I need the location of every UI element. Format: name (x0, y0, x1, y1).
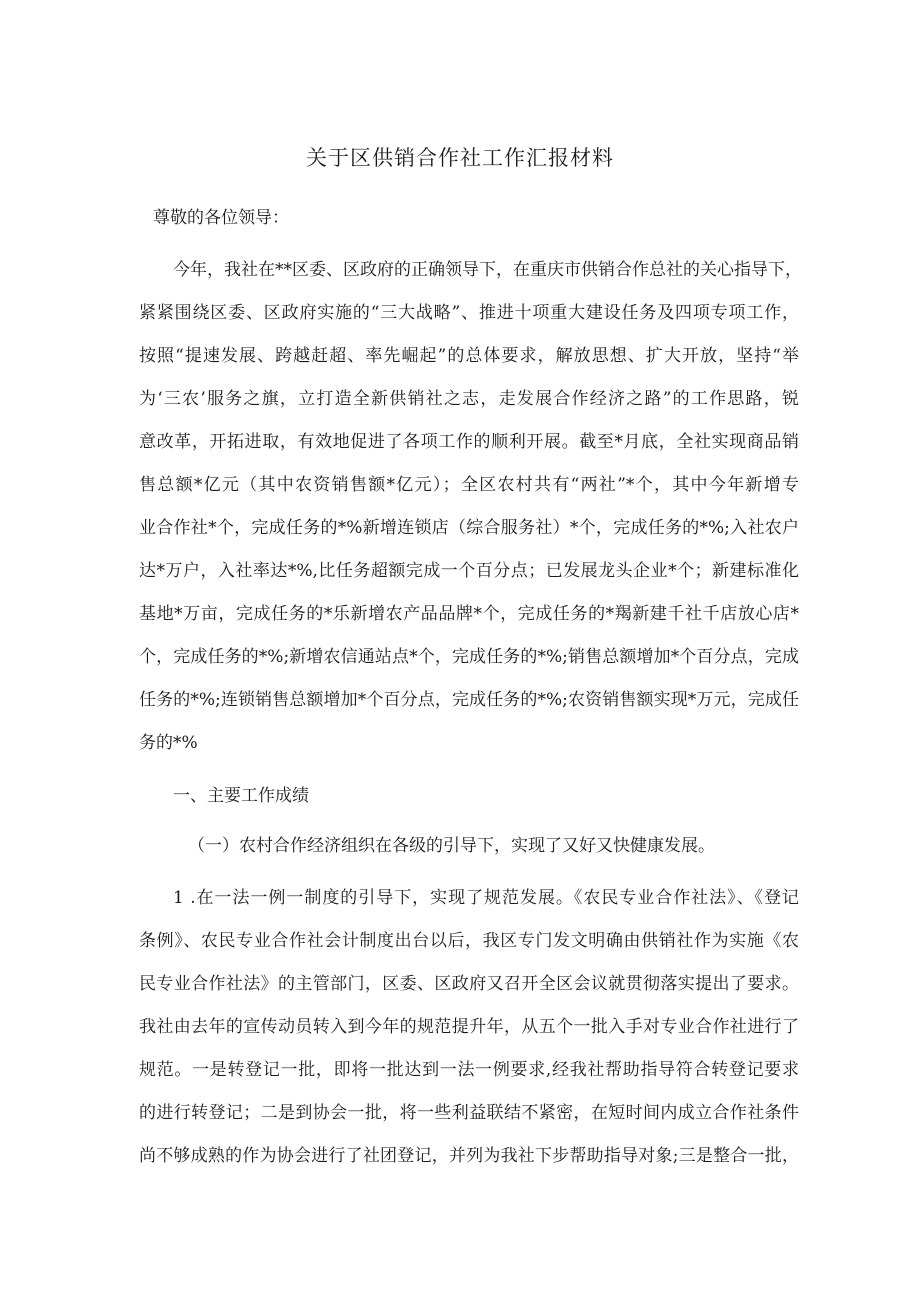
point1-line: 尚不够成熟的作为协会进行了社团登记，并列为我社下步帮助指导对象;三是整合一批， (139, 1146, 799, 1166)
intro-line: 务的*% (139, 733, 198, 753)
intro-line: 今年，我社在**区委、区政府的正确领导下，在重庆市供销合作总社的关心指导下， (173, 260, 802, 280)
subsection-heading: （一）农村合作经济组织在各级的引导下，实现了又好又快健康发展。 (188, 836, 715, 856)
intro-line: 售总额*亿元（其中农资销售额*亿元）；全区农村共有“两社”*个，其中今年新增专 (139, 475, 799, 495)
intro-line: 意改革，开拓进取，有效地促进了各项工作的顺利开展。截至*月底，全社实现商品销 (139, 432, 799, 452)
intro-line: 任务的*%;连锁销售总额增加*个百分点，完成任务的*%;农资销售额实现*万元，完成任 (139, 690, 799, 710)
point1-line: 1 .在一法一例一制度的引导下，实现了规范发展。《农民专业合作社法》、《登记 (173, 888, 799, 908)
intro-line: 基地*万亩，完成任务的*乐新增农产品品牌*个，完成任务的*羯新建千社千店放心店* (139, 604, 799, 624)
intro-line: 个，完成任务的*%;新增农信通站点*个，完成任务的*%;销售总额增加*个百分点，完成 (139, 647, 799, 667)
point1-line: 规范。一是转登记一批，即将一批达到一法一例要求,经我社帮助指导符合转登记要求 (139, 1060, 799, 1080)
intro-line: 达*万户，入社率达*%,比任务超额完成一个百分点；已发展龙头企业*个；新建标准化 (139, 561, 799, 581)
point1-line: 的进行转登记；二是到协会一批，将一些利益联结不紧密，在短时间内成立合作社条件 (139, 1103, 799, 1123)
point1-line: 我社由去年的宣传动员转入到今年的规范提升年，从五个一批入手对专业合作社进行了 (139, 1017, 799, 1037)
section-heading: 一、主要工作成绩 (173, 786, 309, 806)
intro-line: 业合作社*个，完成任务的*%新增连锁店（综合服务社）*个，完成任务的*%;入社农户 (139, 518, 799, 538)
intro-line: 按照“提速发展、跨越赶超、率先崛起”的总体要求，解放思想、扩大开放，坚持“举 (139, 346, 799, 366)
document-title: 关于区供销合作社工作汇报材料 (306, 146, 614, 170)
intro-line: 紧紧围绕区委、区政府实施的“三大战略”、推进十项重大建设任务及四项专项工作， (139, 303, 799, 323)
intro-line: 为‘三农’服务之旗，立打造全新供销社之志，走发展合作经济之路”的工作思路，锐 (139, 389, 799, 409)
salutation: 尊敬的各位领导： (153, 208, 289, 228)
point1-line: 民专业合作社法》的主管部门，区委、区政府又召开全区会议就贯彻落实提出了要求。 (139, 974, 799, 994)
point1-line: 条例》、农民专业合作社会计制度出台以后，我区专门发文明确由供销社作为实施《农 (139, 931, 799, 951)
